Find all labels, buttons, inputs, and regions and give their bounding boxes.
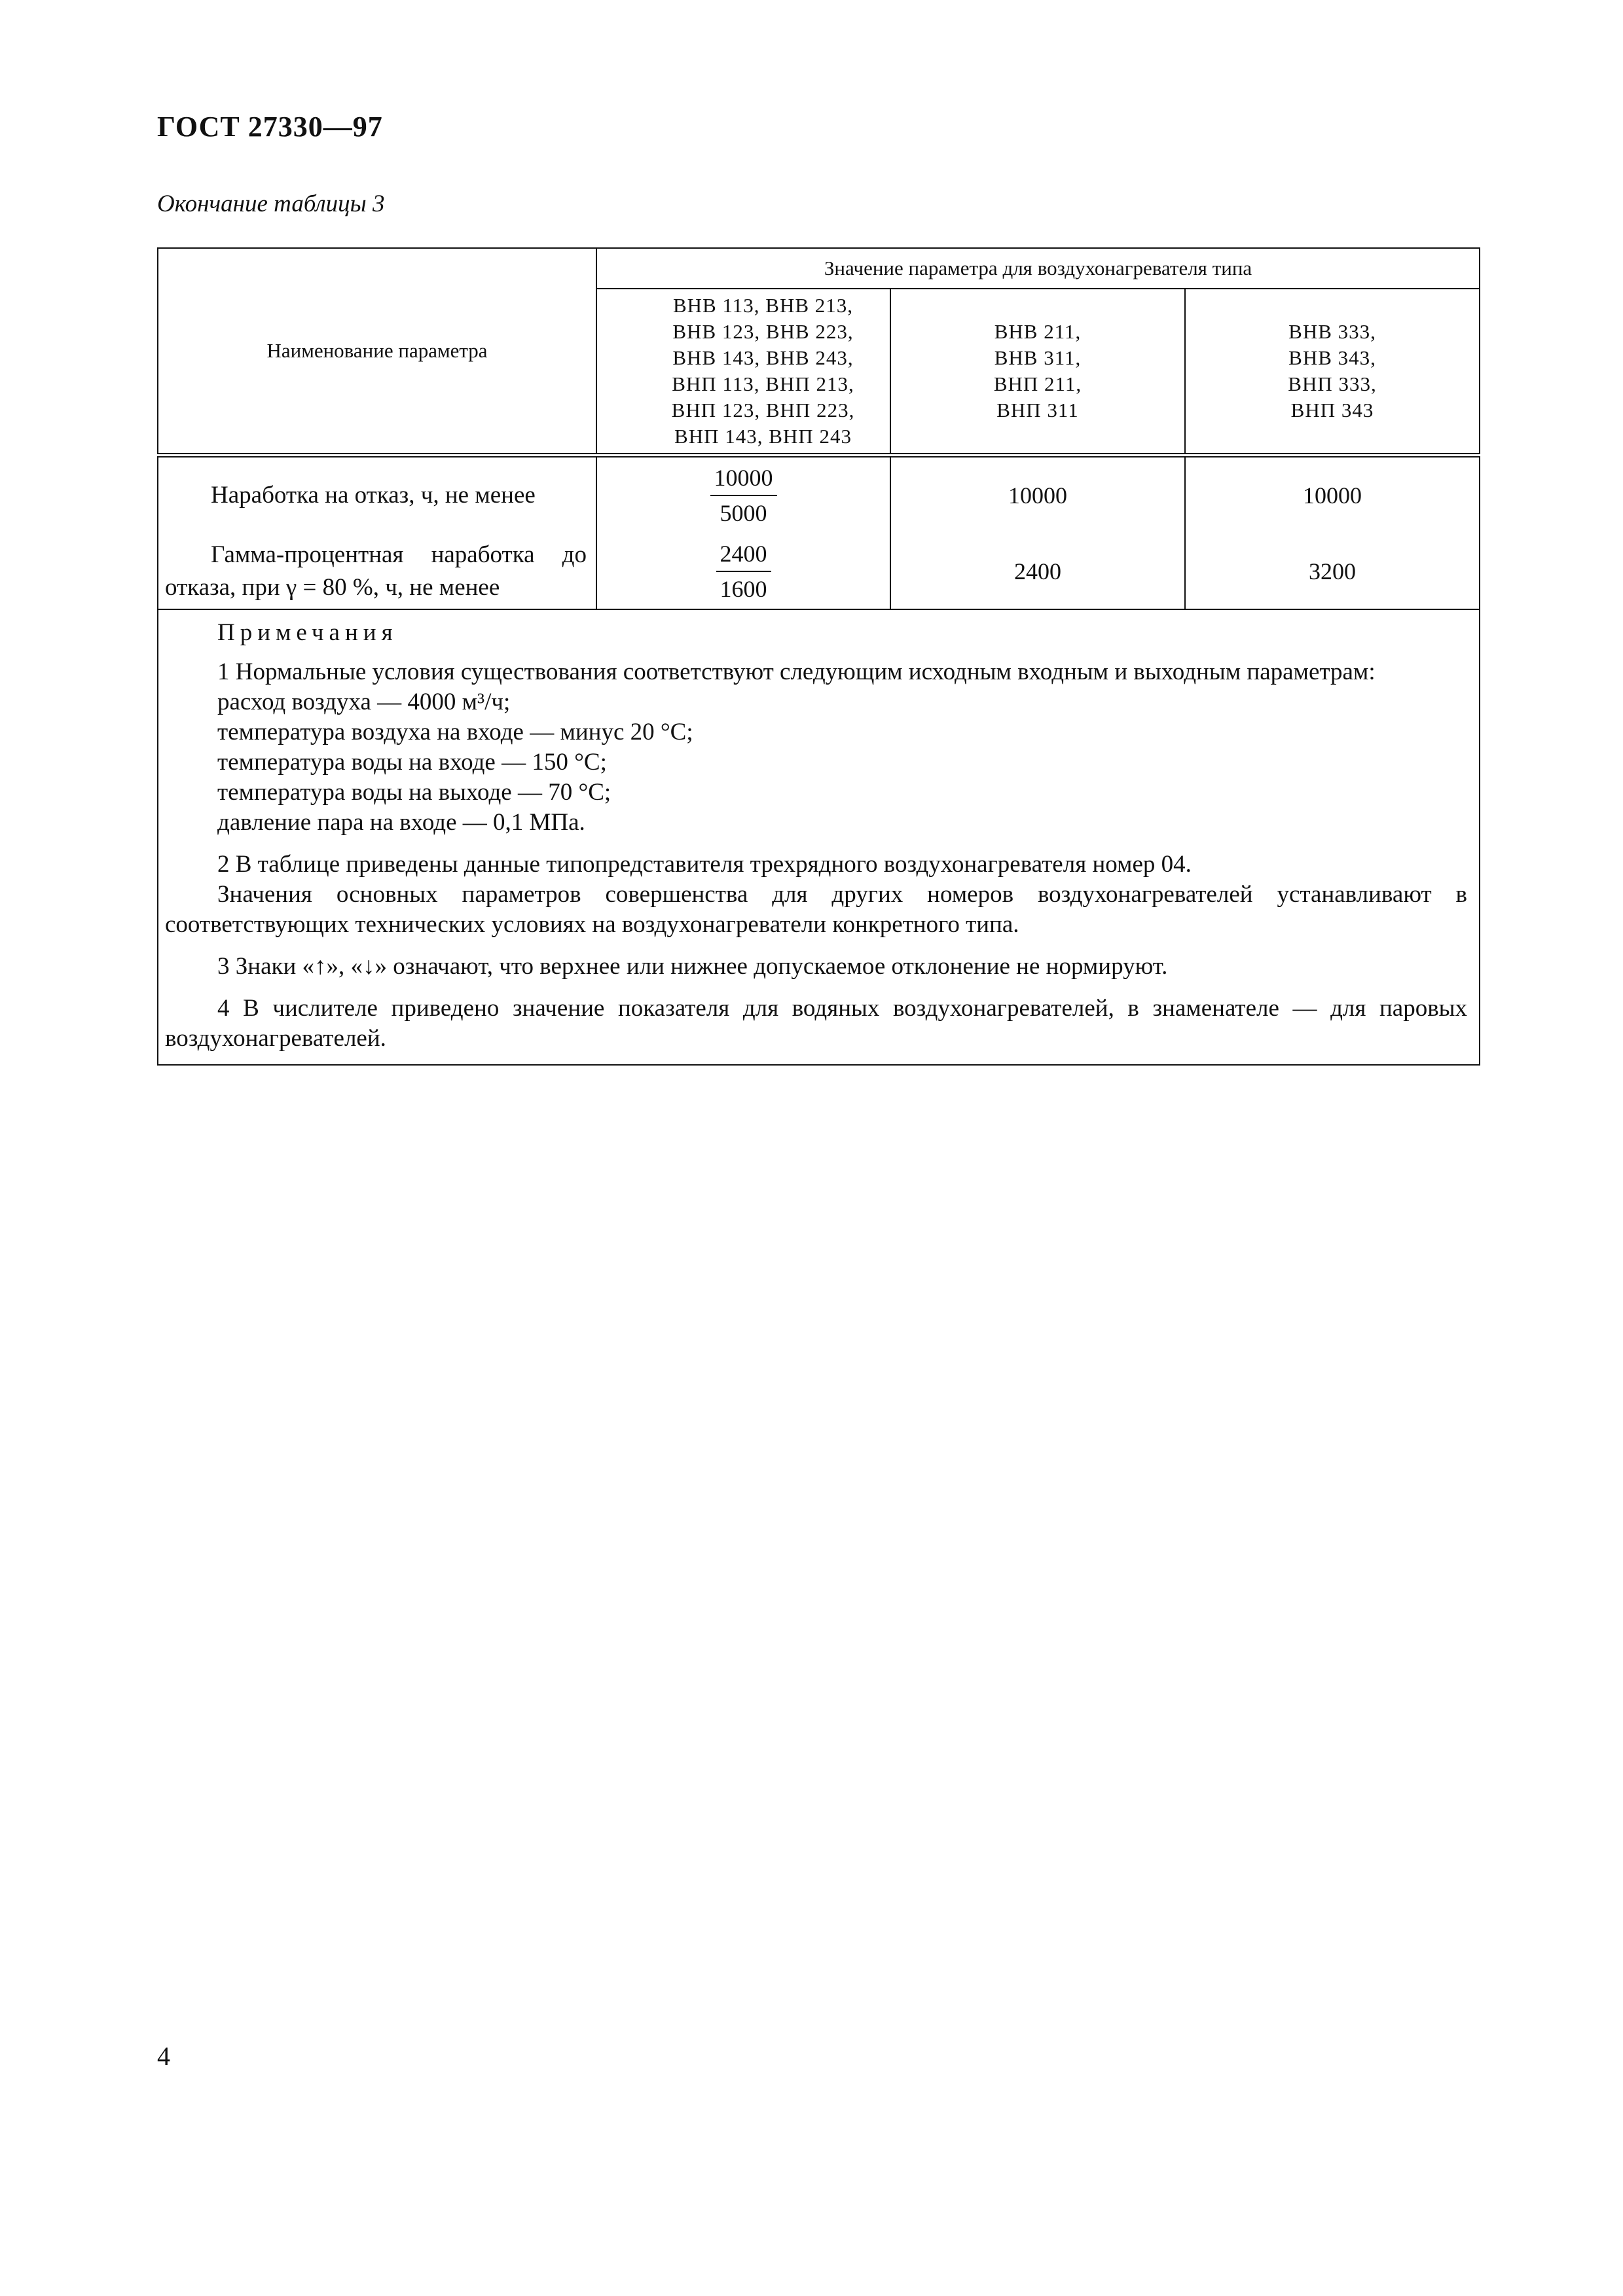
group-column-header (596, 248, 1480, 289)
fraction-denominator: 5000 (720, 500, 767, 527)
type-line: ВНВ 333, (1288, 320, 1376, 343)
notes-row (158, 609, 1480, 1065)
cell-value: 10000 (1008, 482, 1067, 509)
type-line: ВНВ 343, (1288, 346, 1376, 369)
notes-heading: Примечания (217, 619, 398, 646)
param-name: Гамма-процентная наработка до отказа, при γ = 80 %, ч, не менее (165, 541, 587, 601)
note-3: 3 Знаки «↑», «↓» означают, что верхнее или нижнее допускаемое отклонение не нормируют. (217, 952, 1168, 980)
type-line: ВНВ 211, (994, 320, 1082, 343)
param-name-cell (158, 534, 596, 609)
fraction-numerator: 10000 (710, 461, 777, 496)
value-cell (890, 534, 1185, 609)
document-title: ГОСТ 27330—97 (157, 111, 383, 143)
type-column-2 (890, 289, 1185, 456)
fraction-value (710, 461, 777, 530)
type-line: ВНП 143, ВНП 243 (674, 425, 852, 448)
parameters-table (157, 247, 1480, 1066)
type-line: ВНП 333, (1288, 372, 1377, 395)
fraction-numerator: 2400 (716, 537, 771, 572)
fraction-denominator: 1600 (720, 575, 767, 602)
table-row (158, 456, 1480, 534)
fraction-value (716, 537, 771, 606)
notes-cell (158, 609, 1480, 1065)
type-line: ВНВ 311, (994, 346, 1082, 369)
type-line: ВНП 343 (1290, 399, 1374, 422)
param-name: Наработка на отказ, ч, не менее (211, 482, 536, 509)
note-1-item: температура воды на входе — 150 °С; (217, 748, 607, 776)
value-cell (596, 456, 890, 534)
table-header-row (158, 248, 1480, 289)
note-2-continuation: Значения основных параметров совершенства для других номеров воздухонагревателей устанавливают в соответствующих технических условиях на воздухонагреватели конкретного типа. (165, 880, 1468, 938)
param-name-cell (158, 456, 596, 534)
table-caption: Окончание таблицы 3 (157, 190, 385, 217)
type-line: ВНП 211, (993, 372, 1082, 395)
type-line: ВНП 113, ВНП 213, (672, 372, 854, 395)
param-column-header (158, 248, 596, 456)
type-line: ВНВ 123, ВНВ 223, (672, 320, 854, 343)
type-column-3 (1185, 289, 1480, 456)
value-cell (890, 456, 1185, 534)
group-column-header-label: Значение параметра для воздухонагревателя типа (824, 257, 1252, 279)
note-1-item: температура воздуха на входе — минус 20 °С; (217, 718, 693, 745)
note-4: 4 В числителе приведено значение показателя для водяных воздухонагревателей, в знаменателе — для паровых воздухонагревателей. (165, 994, 1468, 1052)
cell-value: 2400 (1014, 558, 1061, 584)
note-1-intro: 1 Нормальные условия существования соответствуют следующим исходным входным и выходным параметрам: (217, 658, 1376, 685)
type-line: ВНВ 113, ВНВ 213, (672, 294, 854, 317)
value-cell (1185, 534, 1480, 609)
note-2: 2 В таблице приведены данные типопредставителя трехрядного воздухонагревателя номер 04. (217, 850, 1192, 878)
type-line: ВНВ 143, ВНВ 243, (672, 346, 854, 369)
note-1-item: давление пара на входе — 0,1 МПа. (217, 808, 585, 836)
type-column-1 (596, 289, 890, 456)
note-1-item: температура воды на выходе — 70 °С; (217, 778, 611, 806)
table-row (158, 534, 1480, 609)
param-column-header-label: Наименование параметра (266, 339, 488, 362)
cell-value: 10000 (1303, 482, 1362, 509)
type-line: ВНП 311 (996, 399, 1079, 422)
value-cell (596, 534, 890, 609)
note-1-item: расход воздуха — 4000 м³/ч; (217, 688, 511, 715)
page-number: 4 (157, 2041, 170, 2071)
value-cell (1185, 456, 1480, 534)
type-line: ВНП 123, ВНП 223, (671, 399, 855, 422)
cell-value: 3200 (1309, 558, 1357, 584)
